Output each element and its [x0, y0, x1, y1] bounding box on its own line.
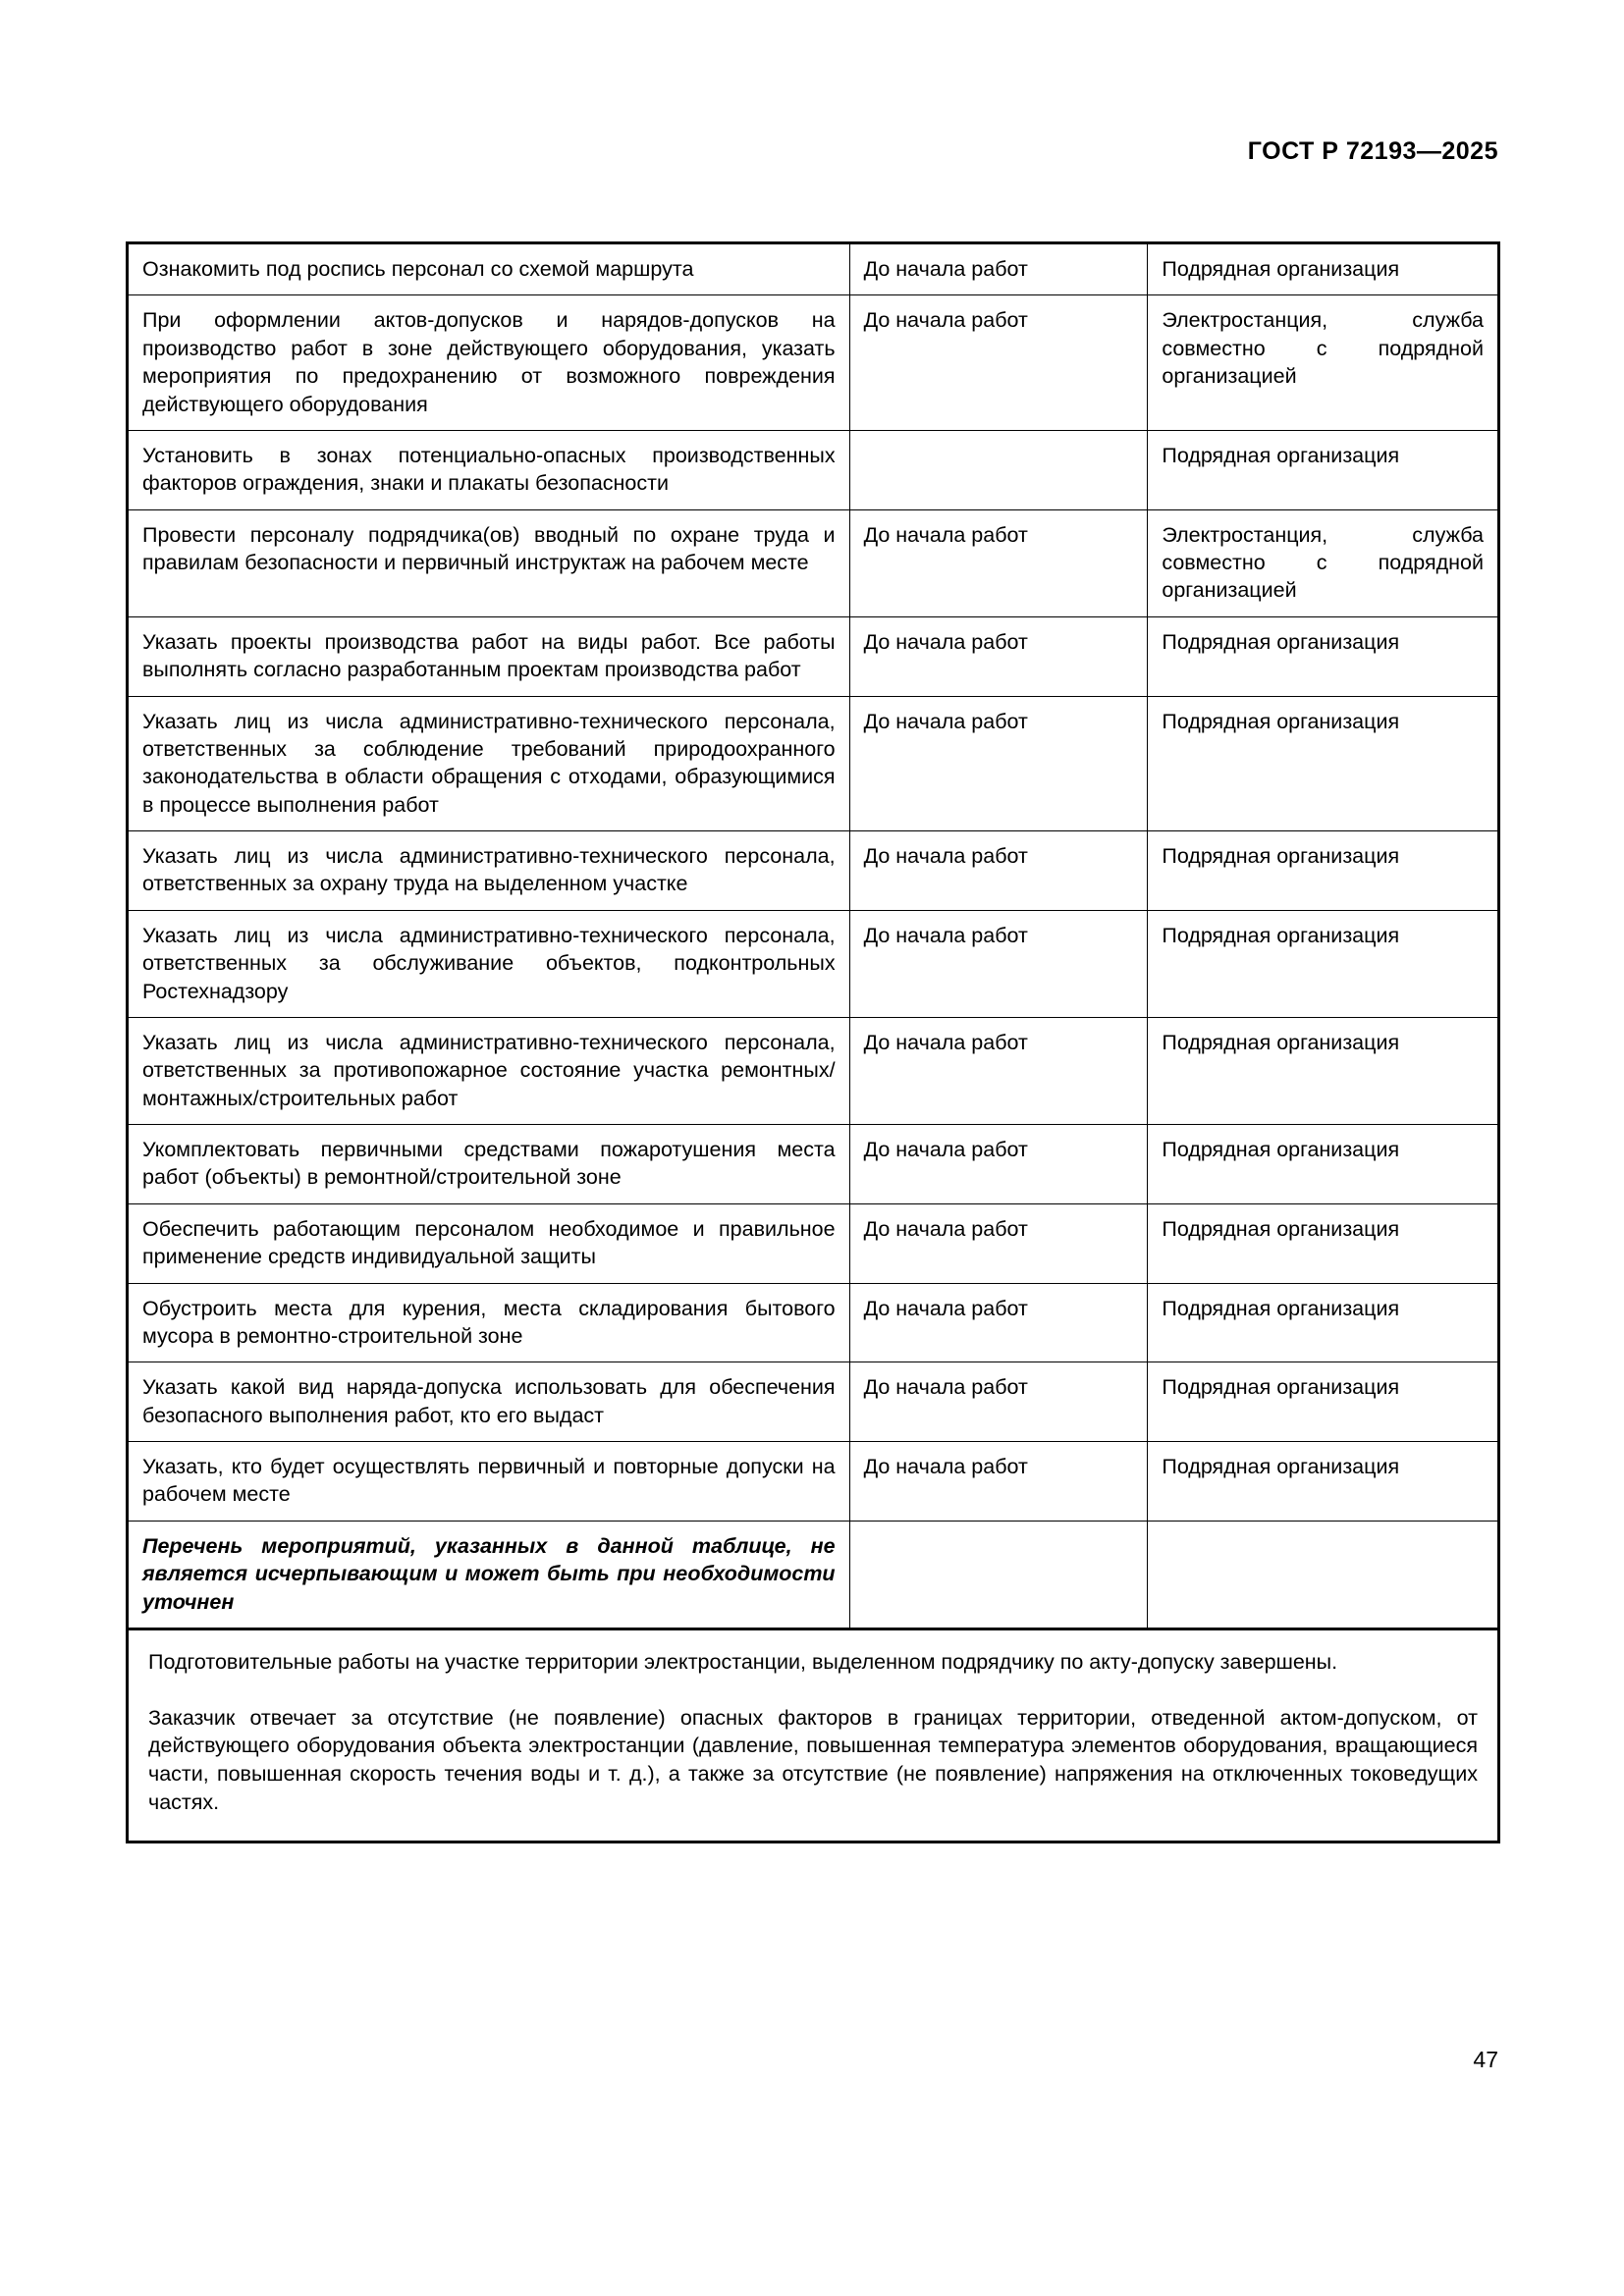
cell-measure: Указать лиц из числа административно-технического персонала, ответственных за соблюдение требований природоохранного законодательства в области обращения с отходами, образующимися в процессе выполнения работ	[128, 696, 850, 831]
cell-term: До начала работ	[849, 1283, 1148, 1362]
table-row	[128, 243, 1499, 295]
cell-measure: Указать лиц из числа административно-технического персонала, ответственных за противопожарное состояние участка ремонтных/монтажных/строительных работ	[128, 1017, 850, 1124]
cell-term: До начала работ	[849, 243, 1148, 295]
cell-responsible: Подрядная организация	[1148, 831, 1499, 911]
cell-term: До начала работ	[849, 1362, 1148, 1442]
table-row	[128, 1125, 1499, 1204]
cell-term: До начала работ	[849, 509, 1148, 616]
cell-responsible: Подрядная организация	[1148, 1283, 1499, 1362]
cell-measure: Укомплектовать первичными средствами пожаротушения места работ (объекты) в ремонтной/строительной зоне	[128, 1125, 850, 1204]
page-header-standard-number: ГОСТ Р 72193—2025	[1247, 137, 1498, 165]
cell-measure: Указать проекты производства работ на виды работ. Все работы выполнять согласно разработанным проектам производства работ	[128, 616, 850, 696]
table-row	[128, 1017, 1499, 1124]
page-content	[126, 241, 1500, 1843]
measures-table-body	[128, 243, 1499, 1629]
table-row	[128, 910, 1499, 1017]
cell-term: До начала работ	[849, 295, 1148, 431]
table-row	[128, 616, 1499, 696]
notes-block	[126, 1630, 1500, 1843]
cell-measure: Указать лиц из числа административно-технического персонала, ответственных за охрану труда на выделенном участке	[128, 831, 850, 911]
note-paragraph-1: Подготовительные работы на участке территории электростанции, выделенном подрядчику по акту-допуску завершены.	[148, 1649, 1338, 1674]
cell-term: До начала работ	[849, 1017, 1148, 1124]
cell-term: До начала работ	[849, 831, 1148, 911]
cell-measure: Обеспечить работающим персоналом необходимое и правильное применение средств индивидуальной защиты	[128, 1203, 850, 1283]
cell-measure: Обустроить места для курения, места складирования бытового мусора в ремонтно-строительной зоне	[128, 1283, 850, 1362]
cell-measure: Указать какой вид наряда-допуска использовать для обеспечения безопасного выполнения работ, кто его выдаст	[128, 1362, 850, 1442]
table-row	[128, 1283, 1499, 1362]
table-row	[128, 1442, 1499, 1522]
cell-measure: Ознакомить под роспись персонал со схемой маршрута	[128, 243, 850, 295]
cell-term: До начала работ	[849, 696, 1148, 831]
cell-measure: Указать лиц из числа административно-технического персонала, ответственных за обслуживание объектов, подконтрольных Ростехнадзору	[128, 910, 850, 1017]
table-row	[128, 430, 1499, 509]
cell-responsible: Подрядная организация	[1148, 1442, 1499, 1522]
cell-term: До начала работ	[849, 910, 1148, 1017]
cell-responsible	[1148, 1521, 1499, 1629]
note-paragraph-2: Заказчик отвечает за отсутствие (не появление) опасных факторов в границах территории, отведенной актом-допуском, от действующего оборудования объекта электростанции (давление, повышенная температура элементов оборудования, вращающиеся части, повышенная скорость течения воды и т. д.), а также за отсутствие (не появление) напряжения на отключенных токоведущих частях.	[148, 1705, 1478, 1815]
cell-responsible: Подрядная организация	[1148, 430, 1499, 509]
table-row	[128, 295, 1499, 431]
cell-term: До начала работ	[849, 1203, 1148, 1283]
cell-responsible: Подрядная организация	[1148, 1017, 1499, 1124]
cell-measure: Указать, кто будет осуществлять первичный и повторные допуски на рабочем месте	[128, 1442, 850, 1522]
cell-term	[849, 1521, 1148, 1629]
cell-responsible: Электростанция, служба совместно с подрядной организацией	[1148, 509, 1499, 616]
cell-term: До начала работ	[849, 616, 1148, 696]
page-number: 47	[1473, 2047, 1498, 2072]
cell-responsible: Подрядная организация	[1148, 1203, 1499, 1283]
cell-responsible: Подрядная организация	[1148, 616, 1499, 696]
cell-measure: При оформлении актов-допусков и нарядов-допусков на производство работ в зоне действующего оборудования, указать мероприятия по предохранению от возможного повреждения действующего оборудования	[128, 295, 850, 431]
table-row	[128, 831, 1499, 911]
table-row	[128, 1362, 1499, 1442]
measures-table	[126, 241, 1500, 1630]
cell-term: До начала работ	[849, 1125, 1148, 1204]
cell-term	[849, 430, 1148, 509]
table-row	[128, 1203, 1499, 1283]
cell-responsible: Подрядная организация	[1148, 1362, 1499, 1442]
table-row	[128, 696, 1499, 831]
cell-responsible: Подрядная организация	[1148, 910, 1499, 1017]
cell-responsible: Подрядная организация	[1148, 243, 1499, 295]
cell-term: До начала работ	[849, 1442, 1148, 1522]
cell-responsible: Электростанция, служба совместно с подрядной организацией	[1148, 295, 1499, 431]
cell-measure: Провести персоналу подрядчика(ов) вводный по охране труда и правилам безопасности и первичный инструктаж на рабочем месте	[128, 509, 850, 616]
cell-measure-note: Перечень мероприятий, указанных в данной таблице, не является исчерпывающим и может быть при необходимости уточнен	[128, 1521, 850, 1629]
cell-responsible: Подрядная организация	[1148, 696, 1499, 831]
table-row	[128, 509, 1499, 616]
cell-responsible: Подрядная организация	[1148, 1125, 1499, 1204]
cell-measure: Установить в зонах потенциально-опасных производственных факторов ограждения, знаки и плакаты безопасности	[128, 430, 850, 509]
table-row	[128, 1521, 1499, 1629]
